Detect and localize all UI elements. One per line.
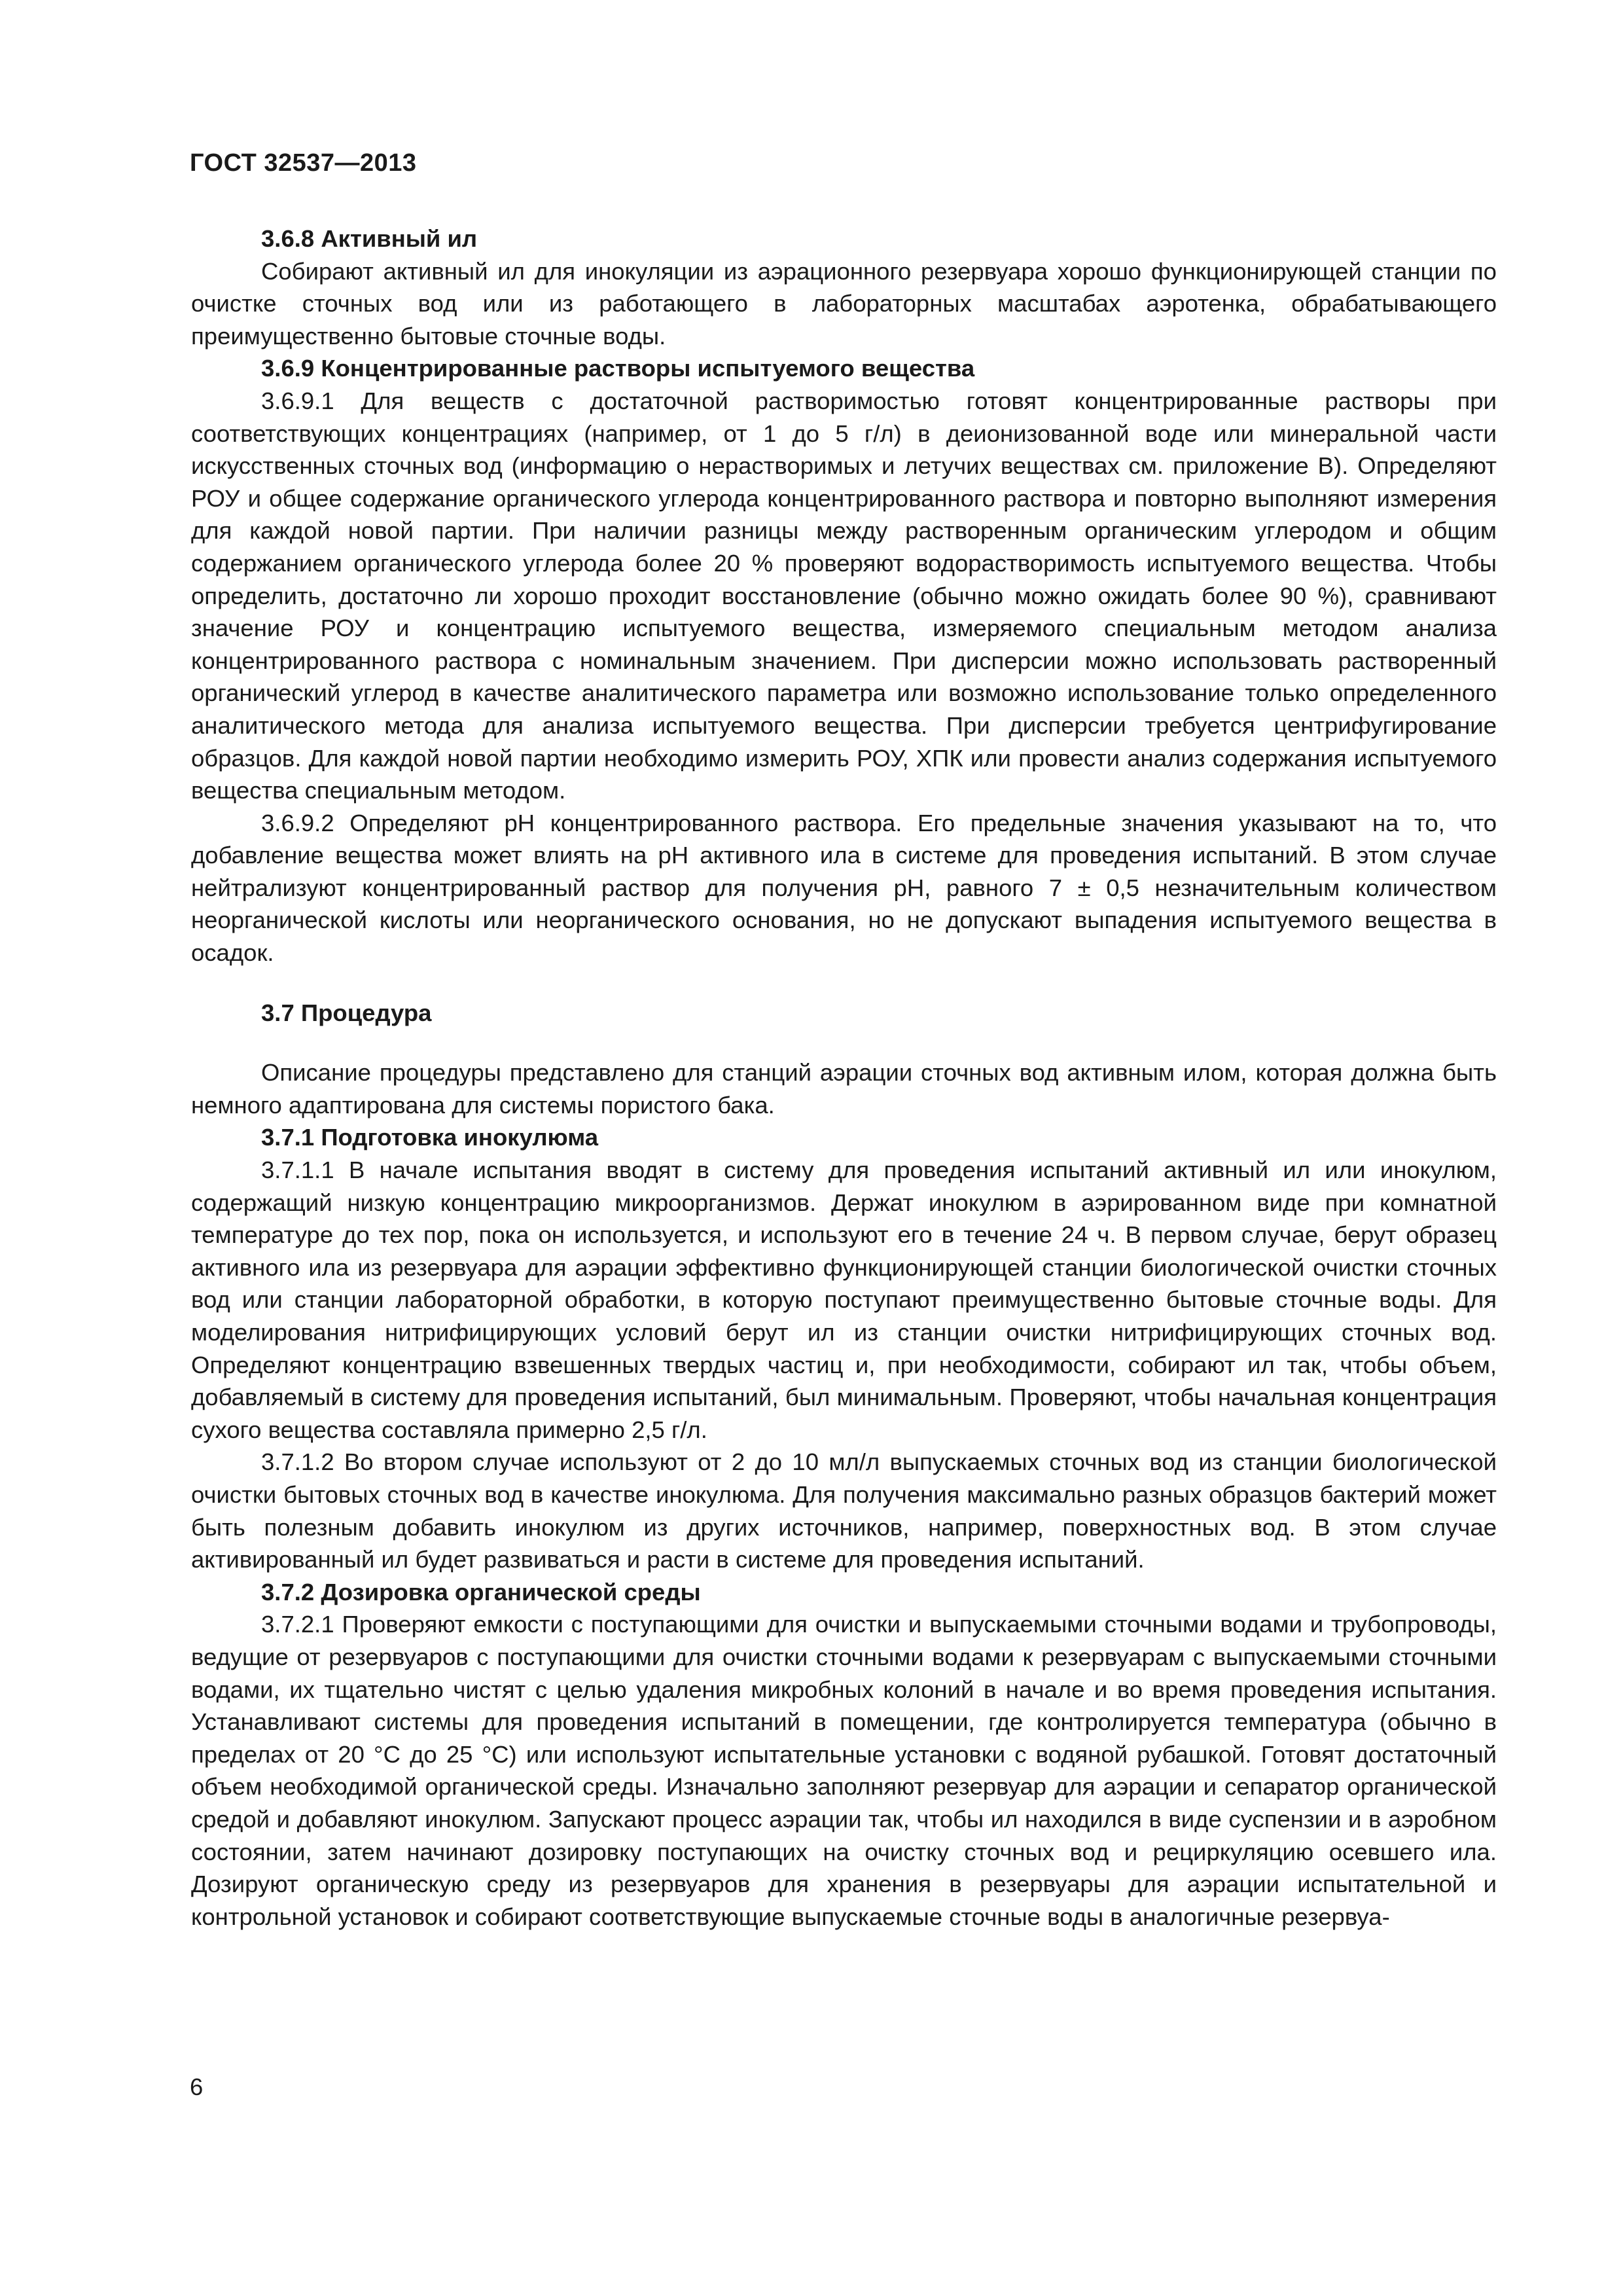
section-heading: 3.6.9 Концентрированные растворы испытуемого вещества: [261, 355, 975, 382]
paragraph: 3.6.9.1 Для веществ с достаточной растворимостью готовят концентрированные растворы при соответствующих концентрациях (например, от 1 до 5 г/л) в деионизованной воде или минеральной части искусственных сточных вод (информацию о нерастворимых и летучих веществах см. приложение В). Определяют РОУ и общее содержание органического углерода концентрированного раствора и повторно выполняют измерения для каждой новой партии. При наличии разницы между растворенным органическим углеродом и общим содержанием органического углерода более 20 % проверяют водорастворимость испытуемого вещества. Чтобы определить, достаточно ли хорошо проходит восстановление (обычно можно ожидать более 90 %), сравнивают значение РОУ и концентрацию испытуемого вещества, измеряемого специальным методом анализа концентрированного раствора с номинальным значением. При дисперсии можно использовать растворенный органический углерод в качестве аналитического параметра или возможно использование только определенного аналитического метода для анализа испытуемого вещества. При дисперсии требуется центрифугирование образцов. Для каждой новой партии необходимо измерить РОУ, ХПК или провести анализ содержания испытуемого вещества специальным методом.: [191, 387, 1497, 804]
paragraph: 3.6.9.2 Определяют pH концентрированного раствора. Его предельные значения указывают на то, что добавление вещества может влиять на pH активного ила в системе для проведения испытаний. В этом случае нейтрализуют концентрированный раствор для получения pH, равного 7 ± 0,5 незначительным количеством неорганической кислоты или неорганического основания, но не допускают выпадения испытуемого вещества в осадок.: [191, 809, 1497, 967]
page-number: 6: [190, 2073, 204, 2100]
paragraph: Описание процедуры представлено для станций аэрации сточных вод активным илом, которая должна быть немного адаптирована для системы пористого бака.: [191, 1059, 1497, 1119]
section-heading: 3.7.2 Дозировка органической среды: [261, 1578, 701, 1605]
paragraph: 3.7.1.2 Во втором случае используют от 2 до 10 мл/л выпускаемых сточных вод из станции биологической очистки бытовых сточных вод в качестве инокулюма. Для получения максимально разных образцов бактерий может быть полезным добавить инокулюм из других источников, например, поверхностных вод. В этом случае активированный ил будет развиваться и расти в системе для проведения испытаний.: [191, 1448, 1497, 1573]
paragraph: 3.7.2.1 Проверяют емкости с поступающими для очистки и выпускаемыми сточными водами и трубопроводы, ведущие от резервуаров с поступающими для очистки сточными водами к резервуарам с выпускаемыми сточными водами, их тщательно чистят с целью удаления микробных колоний в начале и во время проведения испытания. Устанавливают системы для проведения испытаний в помещении, где контролируется температура (обычно в пределах от 20 °С до 25 °С) или используют испытательные установки с водяной рубашкой. Готовят достаточный объем необходимой органической среды. Изначально заполняют резервуар для аэрации и сепаратор органической средой и добавляют инокулюм. Запускают процесс аэрации так, чтобы ил находился в виде суспензии и в аэробном состоянии, затем начинают дозировку поступающих на очистку сточных вод и рециркуляцию осевшего ила. Дозируют органическую среду из резервуаров для хранения в резервуары для аэрации испытательной и контрольной установок и собирают соответствующие выпускаемые сточные воды в аналогичные резервуа-: [191, 1611, 1497, 1930]
section-heading: 3.7 Процедура: [261, 999, 432, 1026]
paragraph: 3.7.1.1 В начале испытания вводят в систему для проведения испытаний активный ил или инокулюм, содержащий низкую концентрацию микроорганизмов. Держат инокулюм в аэрированном виде при комнатной температуре до тех пор, пока он используется, и используют его в течение 24 ч. В первом случае, берут образец активного ила из резервуара для аэрации эффективно функционирующей станции биологической очистки сточных вод или станции лабораторной обработки, в которую поступают преимущественно бытовые сточные воды. Для моделирования нитрифицирующих условий берут ил из станции очистки нитрифицирующих сточных вод. Определяют концентрацию взвешенных твердых частиц и, при необходимости, собирают ил так, чтобы объем, добавляемый в систему для проведения испытаний, был минимальным. Проверяют, чтобы начальная концентрация сухого вещества составляла примерно 2,5 г/л.: [191, 1157, 1497, 1443]
section-heading: 3.6.8 Активный ил: [261, 225, 478, 252]
document-body: [191, 223, 1497, 1933]
section-heading: 3.7.1 Подготовка инокулюма: [261, 1124, 599, 1151]
paragraph: Собирают активный ил для инокуляции из аэрационного резервуара хорошо функционирующей станции по очистке сточных вод или из работающего в лабораторных масштабах аэротенка, обрабатывающего преимущественно бытовые сточные воды.: [191, 257, 1497, 350]
document-header: ГОСТ 32537—2013: [190, 149, 417, 177]
